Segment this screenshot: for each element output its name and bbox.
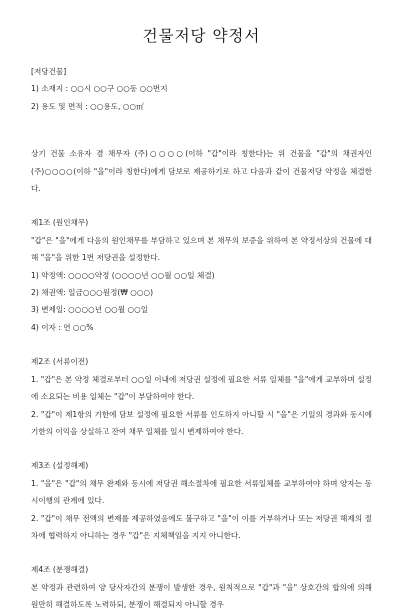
- building-use-area: 2) 용도 및 면적 : ○○용도, ○○㎡: [31, 101, 144, 111]
- intro-paragraph: 상기 건물 소유자 겸 채무자 (주)○○○○(이하 "갑"이라 칭한다)는 위 건물을 "갑"의 채권자인 (주)○○○○(이하 "을"이라 칭한다)에게 담보로 제공하기로 하고 다음과 같이 건물저당 약정을 체결한다.: [31, 149, 372, 194]
- article-1-heading: 제1조 (원인채무): [31, 218, 89, 228]
- article-4-heading: 제4조 (분쟁해결): [31, 565, 89, 575]
- article-2-heading: 제2조 (서류이전): [31, 357, 89, 367]
- article-1-item: 1) 약정액: ○○○○약정 (○○○○년 ○○월 ○○일 체결): [31, 270, 215, 280]
- article-3-paragraph-2: 2. "갑"이 채무 전액의 변제를 제공하였음에도 불구하고 "을"이 이를 거부하거나 또는 저당권 해제의 절차에 협력하지 아니하는 경우 "갑"은 지체책임을 지지 아니한다.: [31, 513, 372, 540]
- article-1-item: 3) 변제일: ○○○○년 ○○월 ○○일: [31, 305, 149, 315]
- article-3-heading: 제3조 (설정해제): [31, 461, 89, 471]
- document-title: 건물저당 약정서: [142, 27, 261, 45]
- article-1-body: "갑"은 "을"에게 다음의 원인채무를 부담하고 있으며 본 채무의 보증을 위하여 본 약정서상의 건물에 대해 "을"을 위한 1번 저당권을 설정한다.: [31, 235, 372, 263]
- building-heading: [저당건물]: [31, 67, 67, 76]
- article-2-paragraph-1: 1. "갑"은 본 약정 체결로부터 ○○일 이내에 저당권 설정에 필요한 서류 일체를 "을"에게 교부하며 설정에 소요되는 비용 일체는 "갑"이 부담하여야 한다.: [31, 374, 372, 402]
- article-3-paragraph-1: 1. "을"은 "갑"의 채무 완제와 동시에 저당권 해소절차에 필요한 서류일체를 교부하여야 하며 양자는 동시이행의 관계에 있다.: [31, 478, 372, 506]
- article-4-body: 본 약정과 관련하여 양 당사자간의 분쟁이 발생한 경우, 원칙적으로 "갑"과 "을" 상호간의 합의에 의해 원만히 해결하도록 노력하되, 분쟁이 해결되지 아니할 경우: [31, 582, 372, 610]
- article-1-item: 2) 채권액: 일금○○○원정(₩ ○○○): [31, 288, 154, 298]
- article-2-paragraph-2: 2. "갑"이 제1항의 기한에 담보 설정에 필요한 서류를 인도하지 아니할 시 "을"은 기일의 경과와 동시에 기한의 이익을 상실하고 잔여 채무 일체를 일시 변제하여야 한다.: [31, 409, 372, 436]
- article-1-item: 4) 이자 : 연 ○○%: [31, 322, 94, 332]
- building-location: 1) 소재지 : ○○시 ○○구 ○○동 ○○번지: [31, 84, 168, 94]
